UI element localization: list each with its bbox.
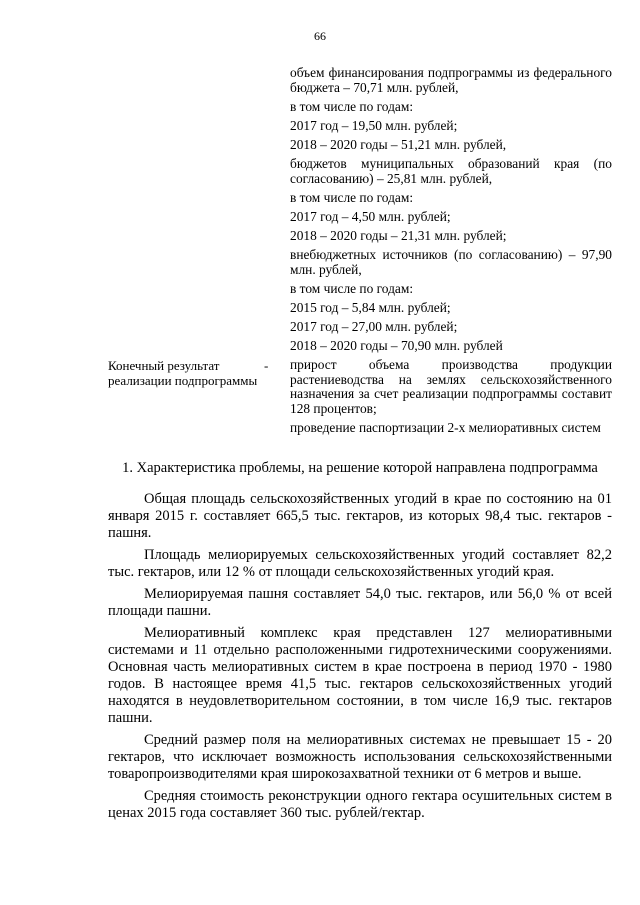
funding-line: 2015 год – 5,84 млн. рублей; [290, 299, 451, 315]
result-row [108, 358, 612, 440]
section-title: 1. Характеристика проблемы, на решение которой направлена подпрограмма [122, 460, 598, 476]
funding-line: 2017 год – 19,50 млн. рублей; [290, 117, 458, 133]
funding-line: в том числе по годам: [290, 98, 414, 114]
body-paragraph: Площадь мелиорируемых сельскохозяйственных угодий составляет 82,2 тыс. гектаров, или 12 % от площади сельскохозяйственных угодий края. [108, 547, 612, 580]
funding-line: 2017 год – 4,50 млн. рублей; [290, 208, 451, 224]
body-paragraph: Мелиоративный комплекс края представлен 127 мелиоративными системами и 11 отдельно расположенными гидротехническими сооружениями. Основная часть мелиоративных систем в крае построена в период 1970 - 1980 годов. В настоящее время 41,5 тыс. гектаров сельскохозяйственных угодий находятся в неудовлетворительном состоянии, в том числе 16,9 тыс. гектаров пашни. [108, 625, 612, 726]
result-line: прирост объема производства продукции растениеводства на землях сельскохозяйственного назначения за счет реализации подпрограммы составит 128 процентов; [290, 357, 612, 416]
funding-row [108, 66, 612, 358]
funding-line: 2018 – 2020 годы – 70,90 млн. рублей [290, 337, 503, 353]
body-paragraph: Средний размер поля на мелиоративных системах не превышает 15 - 20 гектаров, что исключает возможность использования сельскохозяйственными товаропроизводителями края широкозахватной техники от 6 метров и выше. [108, 732, 612, 782]
result-values [290, 358, 612, 440]
body-text [108, 491, 612, 827]
result-label: Конечный результат реализации подпрограммы [108, 358, 258, 388]
result-dash: - [264, 358, 269, 373]
body-paragraph: Средняя стоимость реконструкции одного гектара осушительных систем в ценах 2015 года составляет 360 тыс. рублей/гектар. [108, 788, 612, 821]
funding-values [290, 66, 612, 358]
page-number: 66 [314, 29, 326, 43]
funding-line: объем финансирования подпрограммы из федерального бюджета – 70,71 млн. рублей, [290, 65, 612, 95]
body-paragraph: Общая площадь сельскохозяйственных угодий в крае по состоянию на 01 января 2015 г. составляет 665,5 тыс. гектаров, из которых 98,4 тыс. гектаров - пашня. [108, 491, 612, 541]
result-line: проведение паспортизации 2-х мелиоративных систем [290, 419, 601, 435]
funding-line: внебюджетных источников (по согласованию) – 97,90 млн. рублей, [290, 246, 612, 277]
funding-line: 2018 – 2020 годы – 51,21 млн. рублей, [290, 136, 507, 152]
funding-line: в том числе по годам: [290, 189, 414, 205]
funding-line: бюджетов муниципальных образований края (по согласованию) – 25,81 млн. рублей, [290, 155, 612, 186]
passport-table [108, 66, 612, 440]
funding-line: 2018 – 2020 годы – 21,31 млн. рублей; [290, 227, 507, 243]
funding-line: в том числе по годам: [290, 280, 414, 296]
funding-line: 2017 год – 27,00 млн. рублей; [290, 318, 458, 334]
body-paragraph: Мелиорируемая пашня составляет 54,0 тыс. гектаров, или 56,0 % от всей площади пашни. [108, 586, 612, 619]
